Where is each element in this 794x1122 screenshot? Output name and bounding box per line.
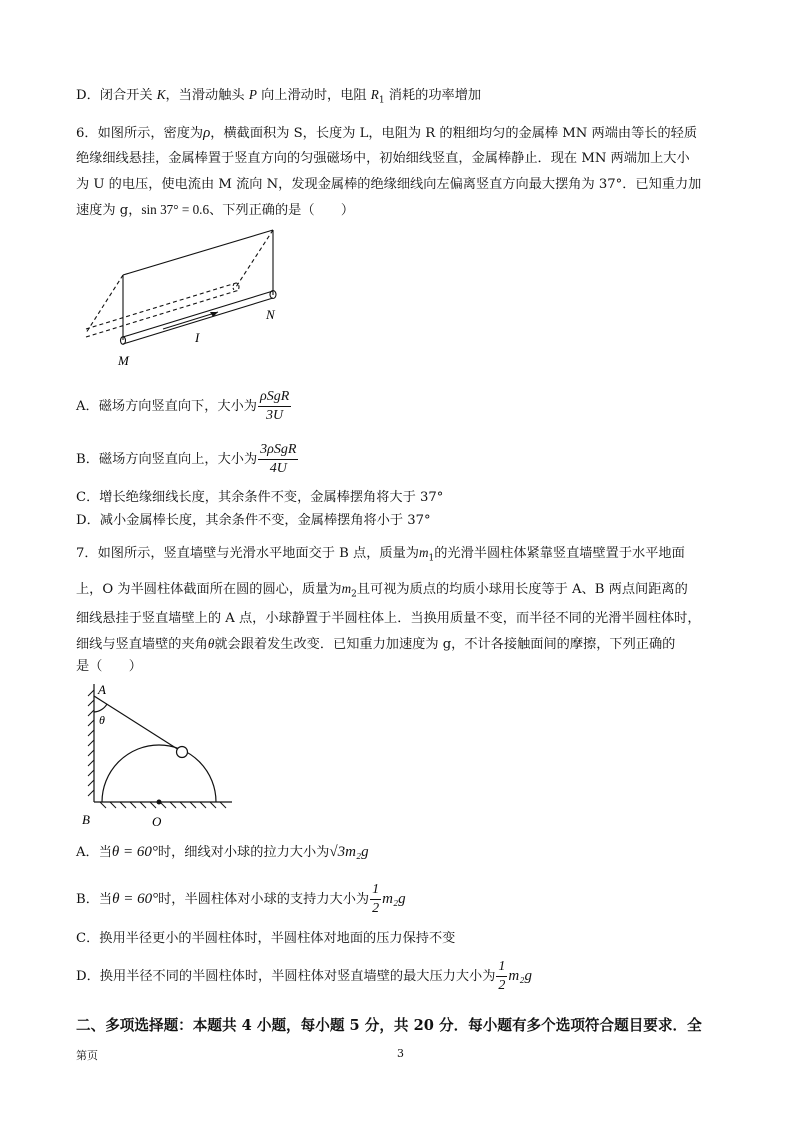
q7-m1: m [418,545,429,560]
q6-option-a [76,390,292,424]
q6-b-num: 3ρSgR [258,443,298,460]
q6-option-d: D．减小金属棒长度，其余条件不变，金属棒摆角将小于 37° [76,513,431,528]
q5-d-text2: ，当滑动触头 [165,88,249,103]
q6-fig-label-i: I [195,330,200,345]
q6-a-text: A．磁场方向竖直向下，大小为 [76,399,257,414]
section-2-heading: 二、多项选择题：本题共 4 小题，每小题 5 分，共 20 分．每小题有多个选项符合题目要求．全 [76,1017,702,1034]
q7-a-pre: A．当 [76,845,112,860]
q7-option-a [76,841,369,864]
q7-d-num: 1 [496,960,507,977]
q6-line-2: 绝缘细线悬挂，金属棒置于竖直方向的匀强磁场中，初始细线竖直，金属棒静止．现在 MN 两端加上大小 [76,151,690,166]
q7-line-5: 是（ ） [76,659,142,674]
q7-l1b: 的光滑半圆柱体紧靠竖直墙壁置于水平地面 [434,546,685,561]
q7-fig-label-a: A [98,682,106,697]
q6-l4a: 速度为 g， [76,203,142,218]
q7-d-den: 2 [498,978,506,993]
q7-b-den: 2 [372,901,380,916]
q7-a-ans: √3m₂g [329,844,369,860]
q7-l4b: 就会跟着发生改变．已知重力加速度为 g，不计各接触面间的摩擦，下列正确的 [214,637,676,652]
q6-line-3: 为 U 的电压，使电流由 M 流向 N，发现金属棒的绝缘细线向左偏离竖直方向最大摆角为 37°．已知重力加 [76,177,702,192]
q6-l1a: 6．如图所示，密度为 [76,126,204,141]
q6-sin: sin 37° = 0.6 [141,202,210,217]
q7-b-mid: 时，半圆柱体对小球的支持力大小为 [158,892,370,907]
q7-d-ans: m₂g [508,968,532,984]
q6-option-c: C．增长绝缘细线长度，其余条件不变，金属棒摆角将大于 37° [76,490,444,505]
q5-option-d [76,86,481,110]
q6-fig-label-n: N [266,307,275,322]
q7-m2-sub: 2 [351,589,357,600]
q5-d-text3: 向上滑动时，电阻 [256,88,371,103]
q7-fig-label-theta: θ [99,713,105,727]
q7-line-1 [76,544,685,568]
page-number: 3 [397,1047,404,1060]
q5-d-text: D．闭合开关 [76,88,157,103]
q6-l1b: ，横截面积为 S，长度为 L，电阻为 R 的粗细均匀的金属棒 MN 两端由等长的轻质 [210,126,698,141]
q7-a-mid: 时，细线对小球的拉力大小为 [157,845,330,860]
q5-d-r-sub: 1 [378,95,385,106]
q7-l4a: 细线与竖直墙壁的夹角 [76,637,208,652]
q5-d-text4: 消耗的功率增加 [384,88,482,103]
q6-option-b [76,443,299,477]
q7-option-d [76,958,532,995]
q7-b-pre: B．当 [76,892,113,907]
q7-a-cond: θ = 60° [111,844,158,860]
q6-figure [78,225,293,373]
q6-a-num: ρSgR [258,390,291,407]
q7-b-ans: m₂g [382,891,406,907]
q7-m1-sub: 1 [428,553,435,564]
q6-b-den: 4U [269,461,287,476]
q7-line-4 [76,635,675,654]
q7-figure [80,680,240,830]
q7-m2: m [341,581,352,596]
q6-line-4 [76,201,354,220]
q7-line-3: 细线悬挂于竖直墙壁上的 A 点，小球静置于半圆柱体上．当换用质量不变，而半径不同的光滑半圆柱体时， [76,611,701,626]
footer-left: 第页 [76,1049,98,1062]
q7-d-text: D．换用半径不同的半圆柱体时，半圆柱体对竖直墙壁的最大压力大小为 [76,969,496,984]
q7-l1a: 7．如图所示，竖直墙壁与光滑水平地面交于 B 点，质量为 [76,546,419,561]
q6-fig-label-m: M [118,353,129,368]
q7-fig-label-b: B [82,812,90,827]
q7-option-c: C．换用半径更小的半圆柱体时，半圆柱体对地面的压力保持不变 [76,931,456,946]
q7-b-cond: θ = 60° [112,891,159,907]
q7-line-2 [76,580,688,604]
q7-l2a: 上，O 为半圆柱体截面所在圆的圆心，质量为 [76,582,342,597]
q6-l4b: 、下列正确的是（ ） [209,203,355,218]
q5-d-p: P [248,87,257,102]
q6-a-den: 3U [266,408,284,423]
q6-b-text: B．磁场方向竖直向上，大小为 [76,452,258,467]
q5-d-r: R [370,87,379,102]
q7-option-b [76,881,406,918]
q6-line-1 [76,124,697,143]
q7-l2b: 且可视为质点的均质小球用长度等于 A、B 两点间距离的 [356,582,688,597]
q7-theta: θ [207,636,215,651]
q7-fig-label-o: O [152,814,162,829]
q6-rho: ρ [203,125,211,141]
q7-b-num: 1 [370,883,381,900]
q5-d-k: K [156,87,166,102]
